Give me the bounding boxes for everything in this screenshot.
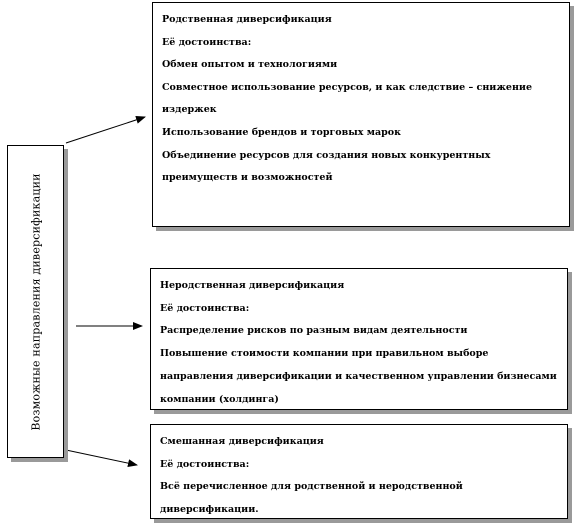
arrow-to-related	[66, 117, 145, 143]
mixed-diversification-box	[150, 424, 568, 519]
unrelated-diversification-box	[150, 268, 568, 410]
related-advantage-line: Обмен опытом и технологиями	[162, 59, 338, 71]
unrelated-title: Неродственная диверсификация	[160, 280, 345, 291]
diversification-directions-label: Возможные направления диверсификации	[29, 172, 42, 431]
related-advantage-line: Использование брендов и торговых марок	[162, 126, 401, 138]
unrelated-advantage-line: Повышение стоимости компании при правильном выборе	[160, 348, 489, 360]
related-advantage-line: преимуществ и возможностей	[162, 172, 333, 184]
related-advantage-line: Объединение ресурсов для создания новых конкурентных	[162, 149, 491, 161]
related-diversification-box	[152, 2, 570, 227]
unrelated-advantage-line: Распределение рисков по разным видам деятельности	[160, 325, 468, 337]
mixed-title: Смешанная диверсификация	[160, 436, 324, 447]
arrow-to-mixed	[66, 450, 137, 465]
unrelated-advantages-heading: Её достоинства:	[160, 302, 250, 314]
related-advantage-line: издержек	[162, 104, 217, 116]
related-advantages-heading: Её достоинства:	[162, 36, 252, 48]
related-advantage-line: Совместное использование ресурсов, и как следствие – снижение	[162, 81, 532, 93]
unrelated-advantage-line: компании (холдинга)	[160, 393, 279, 405]
diversification-directions-box	[7, 145, 64, 458]
mixed-advantages-heading: Её достоинства:	[160, 458, 250, 470]
related-title: Родственная диверсификация	[162, 14, 332, 25]
mixed-advantage-line: Всё перечисленное для родственной и неродственной	[160, 481, 463, 493]
unrelated-advantage-line: направления диверсификации и качественном управлении бизнесами	[160, 370, 557, 382]
mixed-advantage-line: диверсификации.	[160, 504, 259, 516]
